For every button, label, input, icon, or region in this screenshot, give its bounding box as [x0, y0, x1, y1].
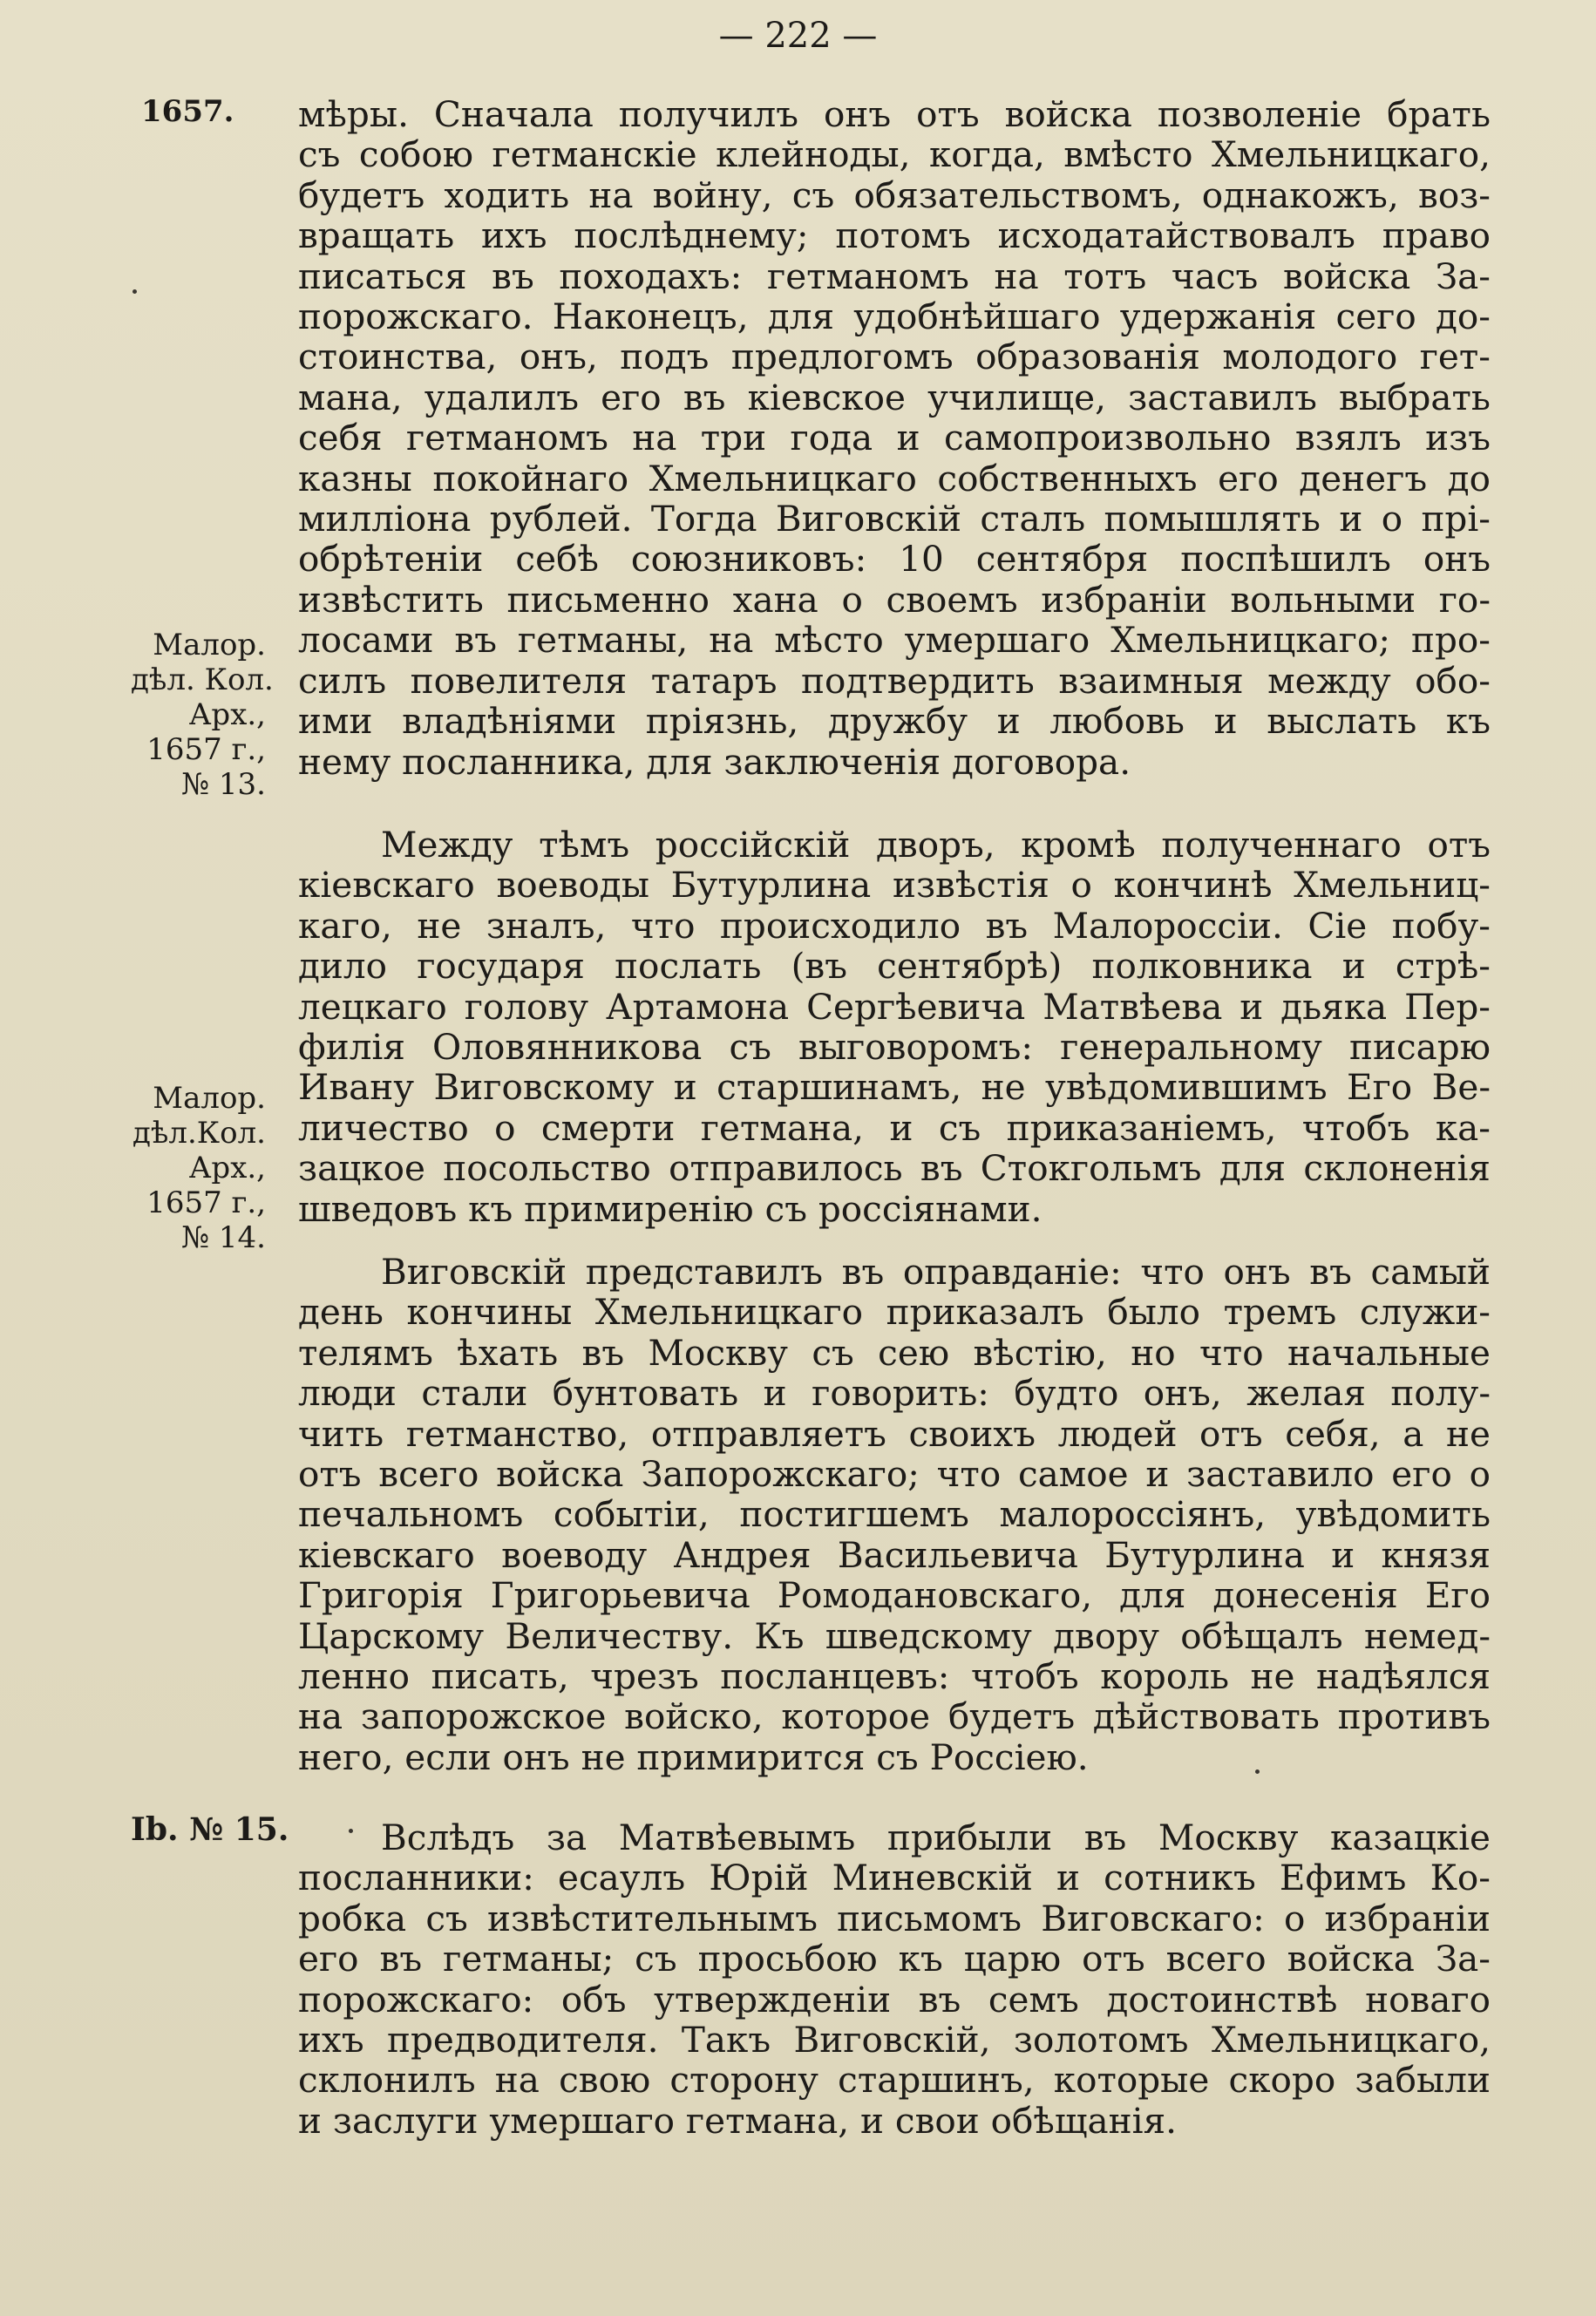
text-line: Ивану Виговскому и старшинамъ, не увѣдомившимъ Его Ве- [298, 1066, 1491, 1109]
text-line: Между тѣмъ россійскій дворъ, кромѣ полученнаго отъ [381, 824, 1491, 866]
text-line: дило государя послать (въ сентябрѣ) полковника и стрѣ- [298, 945, 1491, 988]
text-line: зацкое посольство отправилось въ Стокгольмъ для склоненія [298, 1147, 1491, 1190]
text-line: Царскому Величеству. Къ шведскому двору обѣщалъ немед- [298, 1614, 1491, 1657]
margin-year: 1657. [141, 94, 234, 129]
text-line: силъ повелителя татаръ подтвердить взаимныя между обо- [298, 659, 1491, 702]
text-line: люди стали бунтовать и говорить: будто онъ, желая полу- [298, 1372, 1491, 1415]
text-line: порожскаго: объ утвержденіи въ семъ достоинствѣ новаго [298, 1978, 1491, 2021]
margin-note-line: дѣл. Кол. [131, 662, 274, 697]
text-line: себя гетманомъ на три года и самопроизвольно взялъ изъ [298, 417, 1491, 459]
margin-note-line: № 14. [180, 1220, 266, 1255]
margin-ref-ibid: Ib. № 15. [131, 1811, 289, 1848]
text-line: Вслѣдъ за Матвѣевымъ прибыли въ Москву казацкіе [381, 1817, 1491, 1858]
text-line: на запорожское войско, которое будетъ дѣйствовать противъ [298, 1695, 1491, 1738]
text-line: личество о смерти гетмана, и съ приказаніемъ, чтобъ ка- [298, 1106, 1491, 1149]
margin-note-line: 1657 г., [146, 732, 266, 767]
margin-note-line: Малор. [153, 628, 266, 662]
paragraph-1 [298, 94, 1491, 782]
text-line: ленно писать, чрезъ посланцевъ: чтобъ король не надѣялся [298, 1655, 1491, 1698]
text-line: мана, удалилъ его въ кіевское училище, заставилъ выбрать [298, 376, 1491, 418]
text-line: лосами въ гетманы, на мѣсто умершаго Хмельницкаго; про- [298, 619, 1491, 662]
margin-note-line: дѣл.Кол. [132, 1116, 266, 1151]
text-line: лецкаго голову Артамона Сергѣевича Матвѣева и дьяка Пер- [298, 985, 1491, 1028]
paragraph-4 [298, 1817, 1491, 2141]
text-line: посланники: есаулъ Юрій Миневскій и сотникъ Ефимъ Ко- [298, 1857, 1491, 1899]
text-line: казны покойнаго Хмельницкаго собственныхъ его денегъ до [298, 457, 1491, 499]
text-line: робка съ извѣстительнымъ письмомъ Виговскаго: о избраніи [298, 1897, 1491, 1939]
text-line: нему посланника, для заключенія договора. [298, 740, 1131, 783]
text-line: печальномъ событіи, постигшемъ малороссіянъ, увѣдомить [298, 1493, 1491, 1536]
text-line: Виговскій представилъ въ оправданіе: что онъ въ самый [381, 1251, 1491, 1293]
page-number: — 222 — [718, 16, 878, 56]
text-line: ихъ предводителя. Такъ Виговскій, золотомъ Хмельницкаго, [298, 2019, 1491, 2061]
text-line: мѣры. Сначала получилъ онъ отъ войска позволеніе брать [298, 93, 1491, 135]
text-line: вращать ихъ послѣднему; потомъ исходатайствовалъ право [298, 214, 1491, 257]
text-line: писаться въ походахъ: гетманомъ на тотъ часъ войска За- [298, 255, 1491, 297]
text-line: склонилъ на свою сторону старшинъ, которые скоро забыли [298, 2059, 1491, 2102]
text-line: чить гетманство, отправляетъ своихъ людей отъ себя, а не [298, 1412, 1491, 1455]
margin-note-line: Арх., [188, 697, 266, 732]
margin-note-line: 1657 г., [146, 1185, 266, 1220]
margin-note-line: Малор. [153, 1081, 266, 1116]
text-line: кіевскаго воеводы Бутурлина извѣстія о кончинѣ Хмельниц- [298, 864, 1491, 907]
margin-note-archive-13 [131, 628, 274, 802]
text-line: Григорія Григорьевича Ромодановскаго, для донесенія Его [298, 1574, 1491, 1617]
text-line: милліона рублей. Тогда Виговскій сталъ помышлять и о прі- [298, 498, 1491, 540]
text-line: обрѣтеніи себѣ союзниковъ: 10 сентября поспѣшилъ онъ [298, 538, 1491, 581]
text-line: филія Оловянникова съ выговоромъ: генеральному писарю [298, 1026, 1491, 1069]
text-line: кіевскаго воеводу Андрея Васильевича Бутурлина и князя [298, 1533, 1491, 1576]
paragraph-3 [298, 1252, 1491, 1777]
text-line: съ собою гетманскіе клейноды, когда, вмѣсто Хмельницкаго, [298, 133, 1491, 176]
ink-speck [349, 1829, 353, 1833]
ink-speck [1255, 1769, 1260, 1774]
ink-speck [132, 289, 137, 294]
text-line: ими владѣніями пріязнь, дружбу и любовь и выслать къ [298, 700, 1491, 743]
text-line: порожскаго. Наконецъ, для удобнѣйшаго удержанія сего до- [298, 295, 1491, 338]
margin-note-archive-14 [131, 1081, 266, 1255]
text-line: день кончины Хмельницкаго приказалъ было тремъ служи- [298, 1291, 1491, 1334]
text-line: шведовъ къ примиренію съ россіянами. [298, 1187, 1042, 1230]
text-line: него, если онъ не примирится съ Россіею. [298, 1735, 1089, 1778]
text-line: стоинства, онъ, подъ предлогомъ образованія молодого гет- [298, 336, 1491, 378]
text-line: его въ гетманы; съ просьбою къ царю отъ всего войска За- [298, 1938, 1491, 1980]
margin-note-line: Арх., [188, 1151, 266, 1185]
text-line: отъ всего войска Запорожскаго; что самое и заставило его о [298, 1453, 1491, 1496]
text-line: извѣстить письменно хана о своемъ избраніи вольными го- [298, 578, 1491, 621]
margin-note-line: № 13. [180, 767, 266, 802]
text-line: будетъ ходить на войну, съ обязательствомъ, однакожъ, воз- [298, 173, 1491, 216]
text-line: и заслуги умершаго гетмана, и свои обѣщанія. [298, 2099, 1178, 2142]
text-line: каго, не зналъ, что происходило въ Малороссіи. Сіе побу- [298, 904, 1491, 947]
paragraph-2 [298, 825, 1491, 1229]
text-line: телямъ ѣхать въ Москву съ сею вѣстію, но что начальные [298, 1331, 1491, 1374]
